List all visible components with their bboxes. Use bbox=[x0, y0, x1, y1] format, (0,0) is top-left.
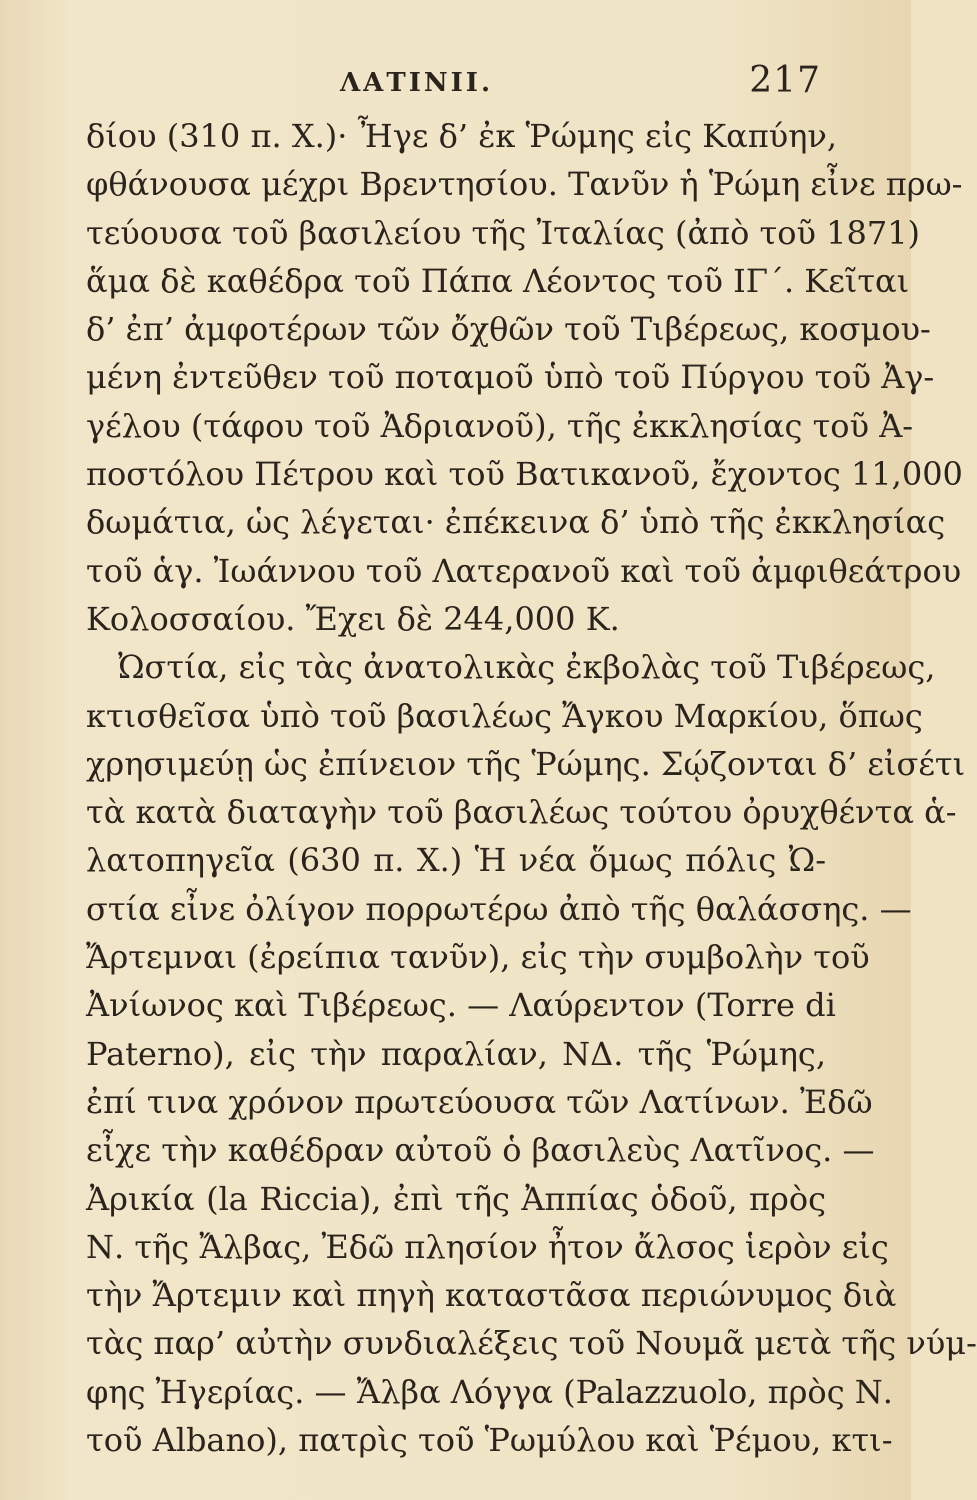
text-line: τὴν Ἄρτεμιν καὶ πηγὴ καταστᾶσα περιώνυμος διὰ bbox=[86, 1276, 897, 1315]
text-line: τεύουσα τοῦ βασιλείου τῆς Ἰταλίας (ἀπὸ τοῦ 1871) bbox=[86, 213, 921, 252]
text-line: δίου (310 π. Χ.)· Ἦγε δ’ ἐκ Ῥώμης εἰς Καπύην, bbox=[86, 117, 837, 155]
text-line: Ὠστία, εἰς τὰς ἀνατολικὰς ἐκβολὰς τοῦ Τιβέρεως, bbox=[118, 648, 936, 687]
text-line: Κολοσσαίου. Ἔχει δὲ 244,000 Κ. bbox=[86, 599, 620, 638]
text-line: ἐπί τινα χρόνον πρωτεύουσα τῶν Λατίνων. Ἐδῶ bbox=[86, 1082, 873, 1121]
text-line: Paterno), εἰς τὴν παραλίαν, ΝΔ. τῆς Ῥώμης, bbox=[86, 1034, 826, 1073]
text-line: ἅμα δὲ καθέδρα τοῦ Πάπα Λέοντος τοῦ ΙΓ΄. Κεῖται bbox=[86, 261, 910, 300]
text-line: εἶχε τὴν καθέδραν αὐτοῦ ὁ βασιλεὺς Λατῖνος. — bbox=[86, 1131, 875, 1170]
text-line: κτισθεῖσα ὑπὸ τοῦ βασιλέως Ἄγκου Μαρκίου, ὅπως bbox=[86, 696, 923, 735]
text-line: τὰς παρ’ αὐτὴν συνδιαλέξεις τοῦ Νουμᾶ μετὰ τῆς νύμ- bbox=[86, 1324, 977, 1363]
text-line: φης Ἠγερίας. — Ἄλβα Λόγγα (Palazzuolo, πρὸς Ν. bbox=[86, 1372, 893, 1411]
text-line: ποστόλου Πέτρου καὶ τοῦ Βατικανοῦ, ἔχοντος 11,000 bbox=[86, 455, 963, 494]
body-text bbox=[86, 112, 977, 1464]
text-line: Ἀρικία (la Riccia), ἐπὶ τῆς Ἀππίας ὁδοῦ, πρὸς bbox=[86, 1179, 826, 1218]
text-line: Ἀνίωνος καὶ Τιβέρεως. — Λαύρεντον (Torre di bbox=[86, 986, 836, 1025]
text-line: δ’ ἐπ’ ἀμφοτέρων τῶν ὄχθῶν τοῦ Τιβέρεως, κοσμου- bbox=[86, 310, 931, 349]
text-line: Ν. τῆς Ἄλβας, Ἐδῶ πλησίον ἦτον ἄλσος ἱερὸν εἰς bbox=[86, 1227, 889, 1266]
text-line: γέλου (τάφου τοῦ Ἀδριανοῦ), τῆς ἐκκλησίας τοῦ Ἀ- bbox=[86, 406, 914, 445]
text-line: φθάνουσα μέχρι Βρεντησίου. Τανῦν ἡ Ῥώμη εἶνε πρω- bbox=[86, 165, 963, 204]
text-line: Ἄρτεμναι (ἐρείπια τανῦν), εἰς τὴν συμβολὴν τοῦ bbox=[86, 938, 870, 977]
text-line: τοῦ Albano), πατρὶς τοῦ Ῥωμύλου καὶ Ῥέμου, κτι- bbox=[86, 1421, 893, 1460]
text-line: δωμάτια, ὡς λέγεται· ἐπέκεινα δ’ ὑπὸ τῆς ἐκκλησίας bbox=[86, 503, 946, 542]
text-line: χρησιμεύῃ ὡς ἐπίνειον τῆς Ῥώμης. Σῴζονται δ’ εἰσέτι bbox=[86, 744, 966, 783]
text-line: στία εἶνε ὀλίγον πορρωτέρω ἀπὸ τῆς θαλάσσης. — bbox=[86, 889, 912, 928]
page-header bbox=[90, 60, 821, 110]
text-line: μένη ἐντεῦθεν τοῦ ποταμοῦ ὑπὸ τοῦ Πύργου τοῦ Ἀγ- bbox=[86, 358, 935, 397]
running-head: ΛΑΤΙΝΙΙ. bbox=[340, 68, 493, 98]
text-line: τοῦ ἁγ. Ἰωάννου τοῦ Λατερανοῦ καὶ τοῦ ἀμφιθεάτρου bbox=[86, 551, 962, 590]
text-line: τὰ κατὰ διαταγὴν τοῦ βασιλέως τούτου ὀρυχθέντα ἁ- bbox=[86, 793, 957, 832]
page-number: 217 bbox=[749, 60, 821, 101]
text-line: λατοπηγεῖα (630 π. Χ.) Ἡ νέα ὅμως πόλις Ὠ- bbox=[86, 841, 826, 880]
